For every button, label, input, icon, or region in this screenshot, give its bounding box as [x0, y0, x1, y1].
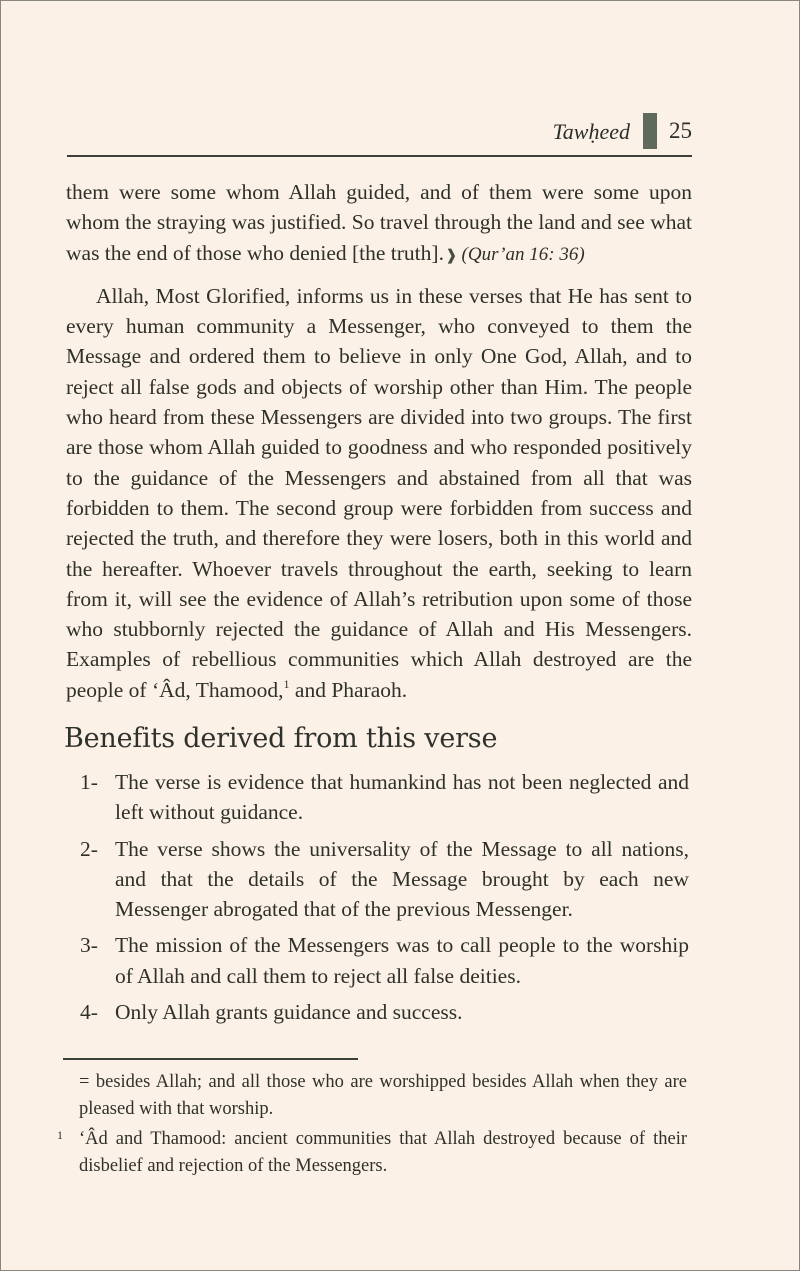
header-title: Tawḥeed	[552, 119, 630, 144]
verse-citation: (Qur’an 16: 36)	[461, 243, 585, 265]
commentary-paragraph	[66, 281, 692, 705]
list-item	[80, 997, 689, 1027]
page-number: 25	[669, 118, 692, 143]
footnote-reference[interactable]: 1	[283, 676, 290, 691]
paragraph-text-end: and Pharaoh.	[289, 677, 408, 702]
section-heading: Benefits derived from this verse	[64, 723, 498, 754]
list-item-text: Only Allah grants guidance and success.	[115, 1000, 463, 1025]
footnotes	[57, 1069, 687, 1179]
verse-text: them were some whom Allah guided, and of them were some upon whom the straying was justified. So travel through the land and see what was the end of those who denied [the truth].	[66, 180, 692, 265]
body-text	[66, 177, 692, 705]
header-marker-bar	[643, 113, 657, 149]
verse-continuation	[66, 177, 692, 271]
footnote-text: ‘Âd and Thamood: ancient communities that Allah destroyed because of their disbelief and rejection of the Messengers.	[79, 1129, 687, 1176]
benefits-list	[80, 767, 689, 1033]
paragraph-text: Allah, Most Glorified, informs us in these verses that He has sent to every human community a Messenger, who conveyed to them the Message and ordered them to believe in only One God, Allah, and to reject all false gods and objects of worship other than Him. The people who heard from these Messengers are divided into two groups. The first are those whom Allah guided to goodness and who responded positively to the guidance of the Messengers and abstained from all that was forbidden to them. The second group were forbidden from success and rejected the truth, and therefore they were losers, both in this world and the hereafter. Whoever travels throughout the earth, seeking to learn from it, will see the evidence of Allah’s retribution upon some of those who stubbornly rejected the guidance of Allah and His Messengers. Examples of rebellious communities which Allah destroyed are the people of ‘Âd, Thamood,	[66, 283, 692, 702]
header-rule	[67, 155, 692, 157]
list-item-text: The mission of the Messengers was to call people to the worship of Allah and call them to reject all false deities.	[115, 933, 689, 988]
footnote-text: = besides Allah; and all those who are worshipped besides Allah when they are pleased with that worship.	[79, 1072, 687, 1119]
list-item-number: 4-	[80, 1000, 98, 1025]
list-item	[80, 930, 689, 991]
footnote-1	[57, 1126, 687, 1179]
list-item-number: 1-	[80, 770, 98, 794]
list-item-number: 2-	[80, 836, 98, 861]
list-item-text: The verse is evidence that humankind has not been neglected and left without guidance.	[115, 770, 689, 825]
footnote-rule	[63, 1058, 358, 1060]
list-item	[80, 767, 689, 828]
list-item-number: 3-	[80, 933, 98, 958]
footnote-continuation	[65, 1069, 687, 1122]
list-item	[80, 834, 689, 925]
footnote-mark: 1	[57, 1128, 63, 1142]
list-item-text: The verse shows the universality of the Message to all nations, and that the details of the Message brought by each new Messenger abrogated that of the previous Messenger.	[115, 836, 689, 922]
running-header	[67, 113, 692, 155]
quran-verse-end-ornament-icon: ❱	[444, 247, 458, 264]
